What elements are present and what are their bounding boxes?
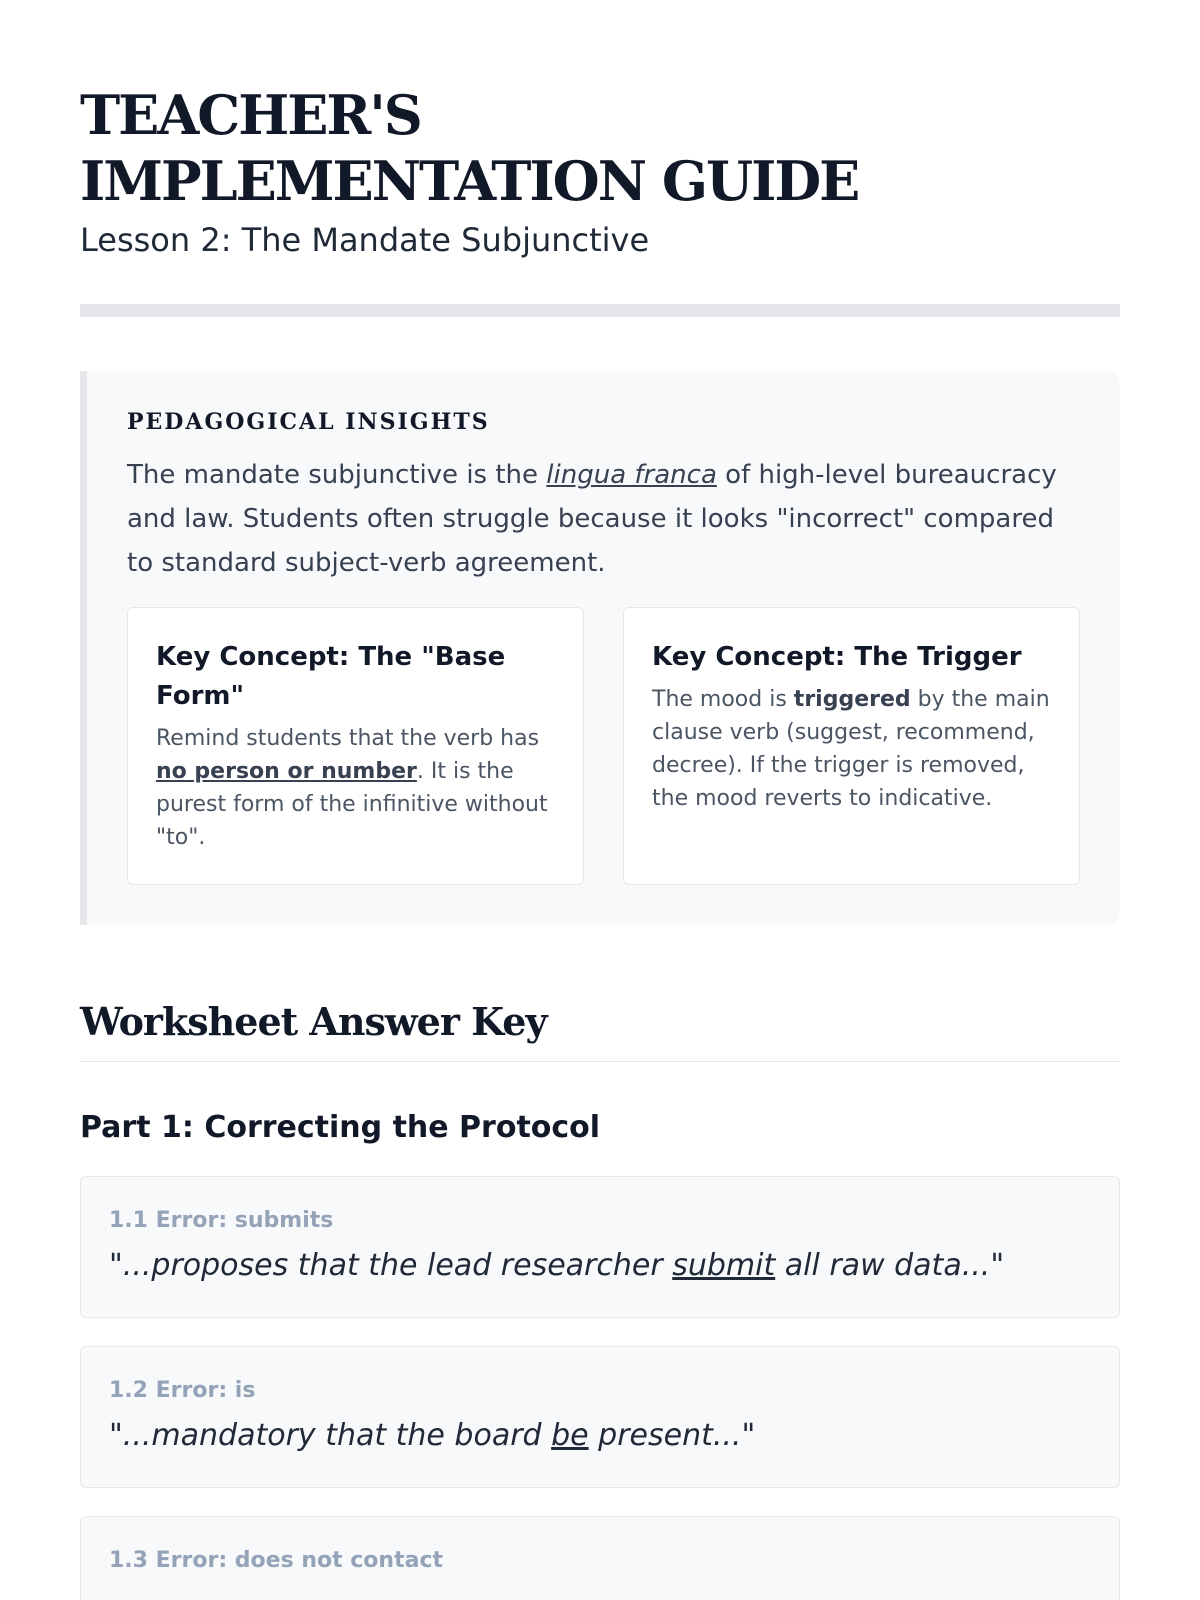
insights-text-end: of high-level bureaucracy and law. Students often struggle because it looks "incorrect" compared to standard subject-verb agreement. — [127, 460, 1057, 578]
answer-card — [80, 1346, 1120, 1488]
page-subtitle: Lesson 2: The Mandate Subjunctive — [80, 221, 650, 259]
insights-text-start: The mandate subjunctive is the — [127, 460, 547, 490]
corrected-verb: submit — [672, 1248, 776, 1283]
concept-title: Key Concept: The Trigger — [652, 642, 1022, 672]
pedagogical-insights-panel — [80, 371, 1120, 925]
header-divider — [80, 304, 1120, 317]
concept-text — [652, 683, 1051, 815]
concept-text-end: . It is the purest form of the infinitive without "to". — [156, 759, 548, 850]
key-concepts — [127, 607, 1080, 885]
concept-emphasis: triggered — [793, 687, 911, 712]
answer-sentence — [109, 1245, 1091, 1287]
corrected-verb: be — [551, 1418, 589, 1453]
sentence-end: present..." — [588, 1418, 756, 1453]
concept-emphasis: no person or number — [156, 759, 417, 784]
section-divider — [80, 1061, 1120, 1062]
insights-heading: PEDAGOGICAL INSIGHTS — [127, 409, 490, 435]
sentence-end: all raw data..." — [775, 1248, 1005, 1283]
insights-text — [127, 453, 1080, 585]
concept-card-base-form — [127, 607, 584, 885]
answer-label: 1.3 Error: does not contact — [109, 1548, 444, 1573]
concept-card-trigger — [623, 607, 1080, 885]
answer-card — [80, 1176, 1120, 1318]
part-title: Part 1: Correcting the Protocol — [80, 1110, 601, 1145]
answer-key-title: Worksheet Answer Key — [80, 999, 547, 1044]
concept-text-end: by the main clause verb (suggest, recommend, decree). If the trigger is removed, the mood reverts to indicative. — [652, 687, 1050, 811]
page-title: TEACHER'S IMPLEMENTATION GUIDE — [80, 83, 859, 213]
sentence-start: "...proposes that the lead researcher — [109, 1248, 673, 1283]
answer-label: 1.2 Error: is — [109, 1378, 256, 1403]
answer-card — [80, 1516, 1120, 1600]
concept-text-start: Remind students that the verb has — [156, 726, 540, 751]
concept-text-start: The mood is — [652, 687, 794, 712]
answer-sentence — [109, 1415, 1091, 1457]
concept-text — [156, 722, 555, 854]
insights-emphasis: lingua franca — [546, 460, 717, 490]
sentence-start: "...mandatory that the board — [109, 1418, 552, 1453]
answer-label: 1.1 Error: submits — [109, 1208, 334, 1233]
concept-title: Key Concept: The "Base Form" — [156, 642, 506, 711]
